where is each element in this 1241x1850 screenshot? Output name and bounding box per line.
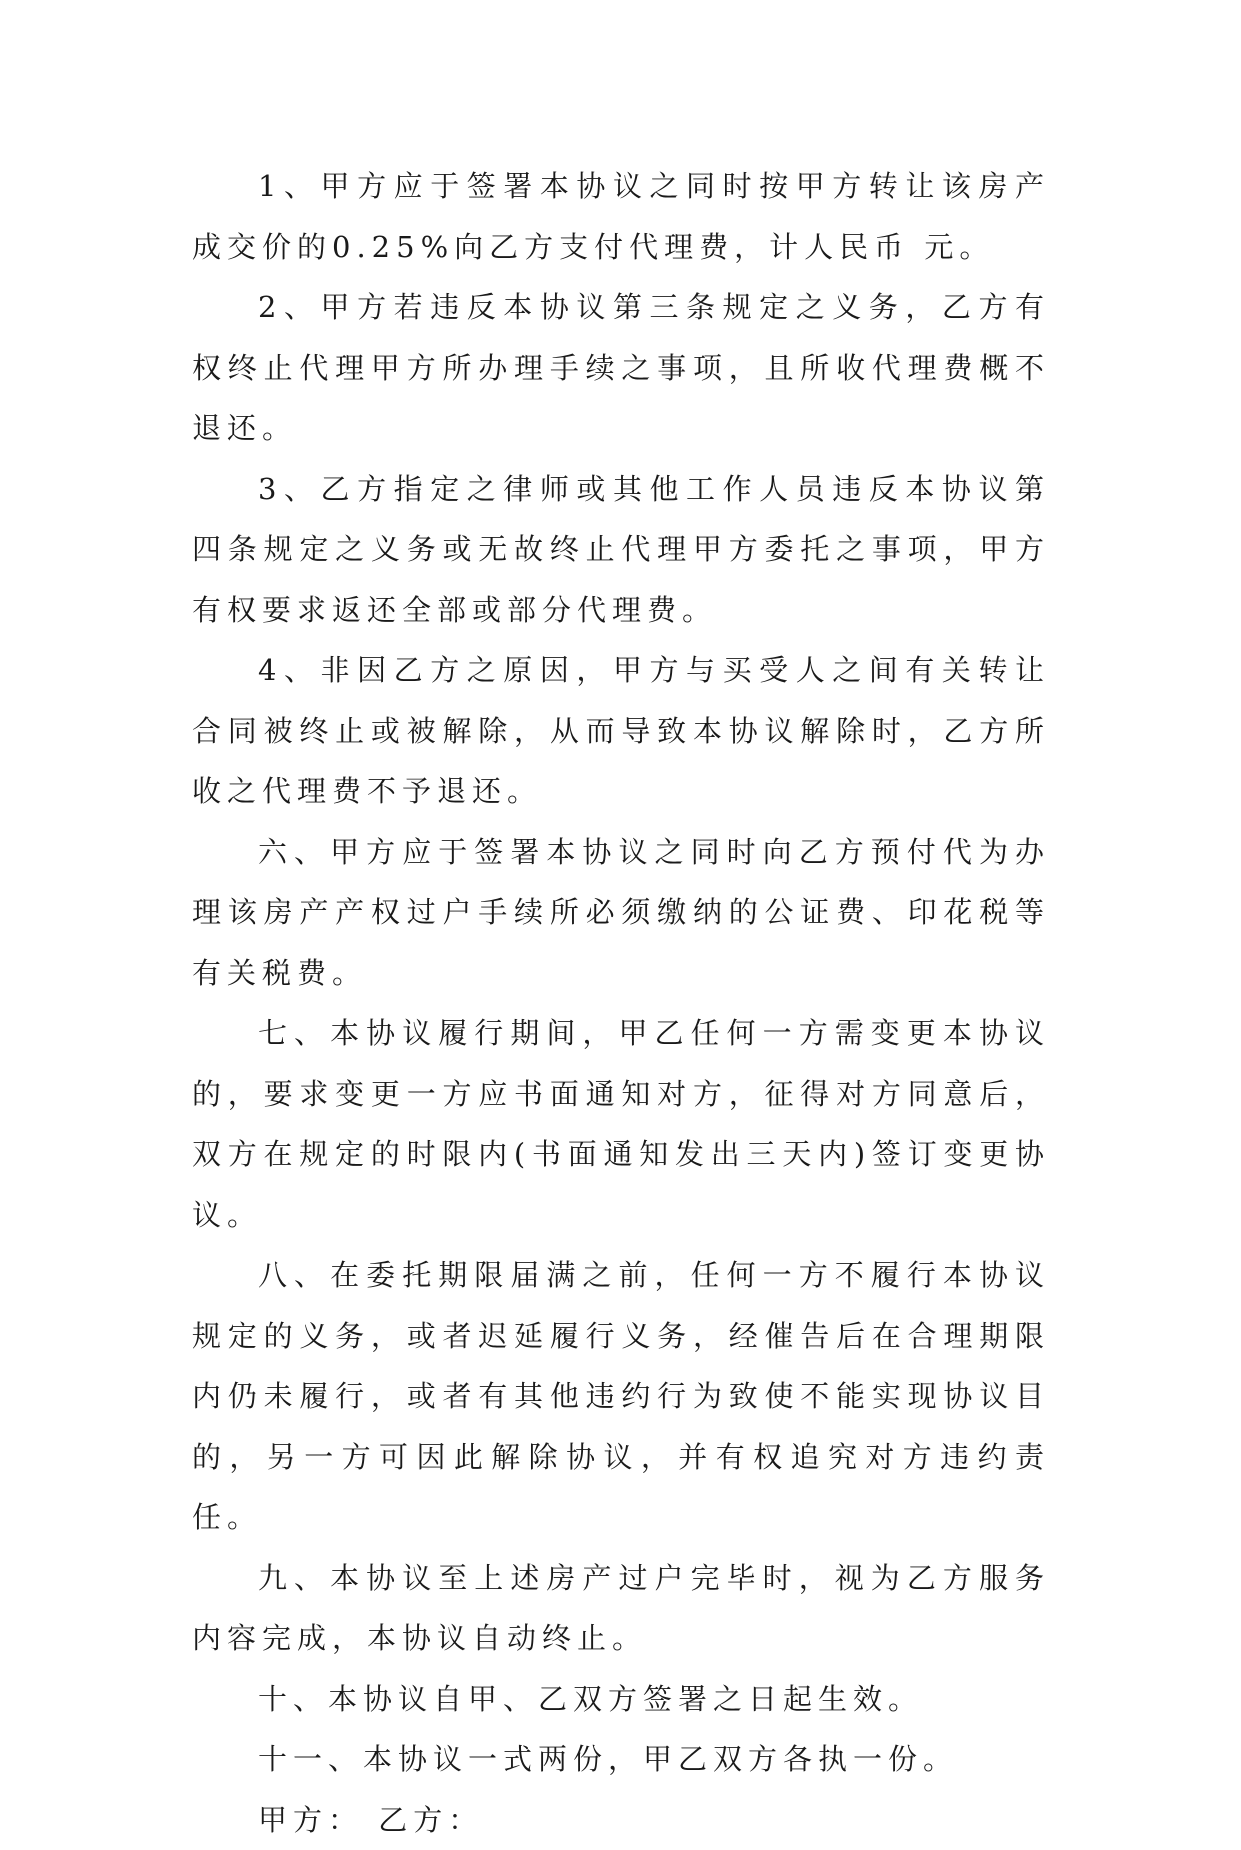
party-b-signature-label: 乙方： [378,1803,483,1837]
signature-line [192,1790,1050,1850]
document-body [192,156,1050,1850]
clause-party-a-breach: 2、甲方若违反本协议第三条规定之义务，乙方有权终止代理甲方所办理手续之事项，且所收代理费概不退还。 [192,277,1050,459]
clause-party-b-breach: 3、乙方指定之律师或其他工作人员违反本协议第四条规定之义务或无故终止代理甲方委托之事项，甲方有权要求返还全部或部分代理费。 [192,459,1050,641]
clause-non-refund: 4、非因乙方之原因，甲方与买受人之间有关转让合同被终止或被解除，从而导致本协议解除时，乙方所收之代理费不予退还。 [192,640,1050,822]
clause-eight-termination: 八、在委托期限届满之前，任何一方不履行本协议规定的义务，或者迟延履行义务，经催告后在合理期限内仍未履行，或者有其他违约行为致使不能实现协议目的，另一方可因此解除协议，并有权追究对方违约责任。 [192,1245,1050,1548]
clause-six-prepayment: 六、甲方应于签署本协议之同时向乙方预付代为办理该房产产权过户手续所必须缴纳的公证费、印花税等有关税费。 [192,822,1050,1004]
clause-eleven-copies: 十一、本协议一式两份，甲乙双方各执一份。 [192,1729,1050,1790]
party-a-signature-label: 甲方： [258,1803,363,1837]
clause-seven-amendment: 七、本协议履行期间，甲乙任何一方需变更本协议的，要求变更一方应书面通知对方，征得对方同意后，双方在规定的时限内(书面通知发出三天内)签订变更协议。 [192,1003,1050,1245]
clause-ten-effective: 十、本协议自甲、乙双方签署之日起生效。 [192,1669,1050,1730]
clause-fee-payment: 1、甲方应于签署本协议之同时按甲方转让该房产成交价的0.25%向乙方支付代理费，计人民币 元。 [192,156,1050,277]
clause-nine-completion: 九、本协议至上述房产过户完毕时，视为乙方服务内容完成，本协议自动终止。 [192,1548,1050,1669]
